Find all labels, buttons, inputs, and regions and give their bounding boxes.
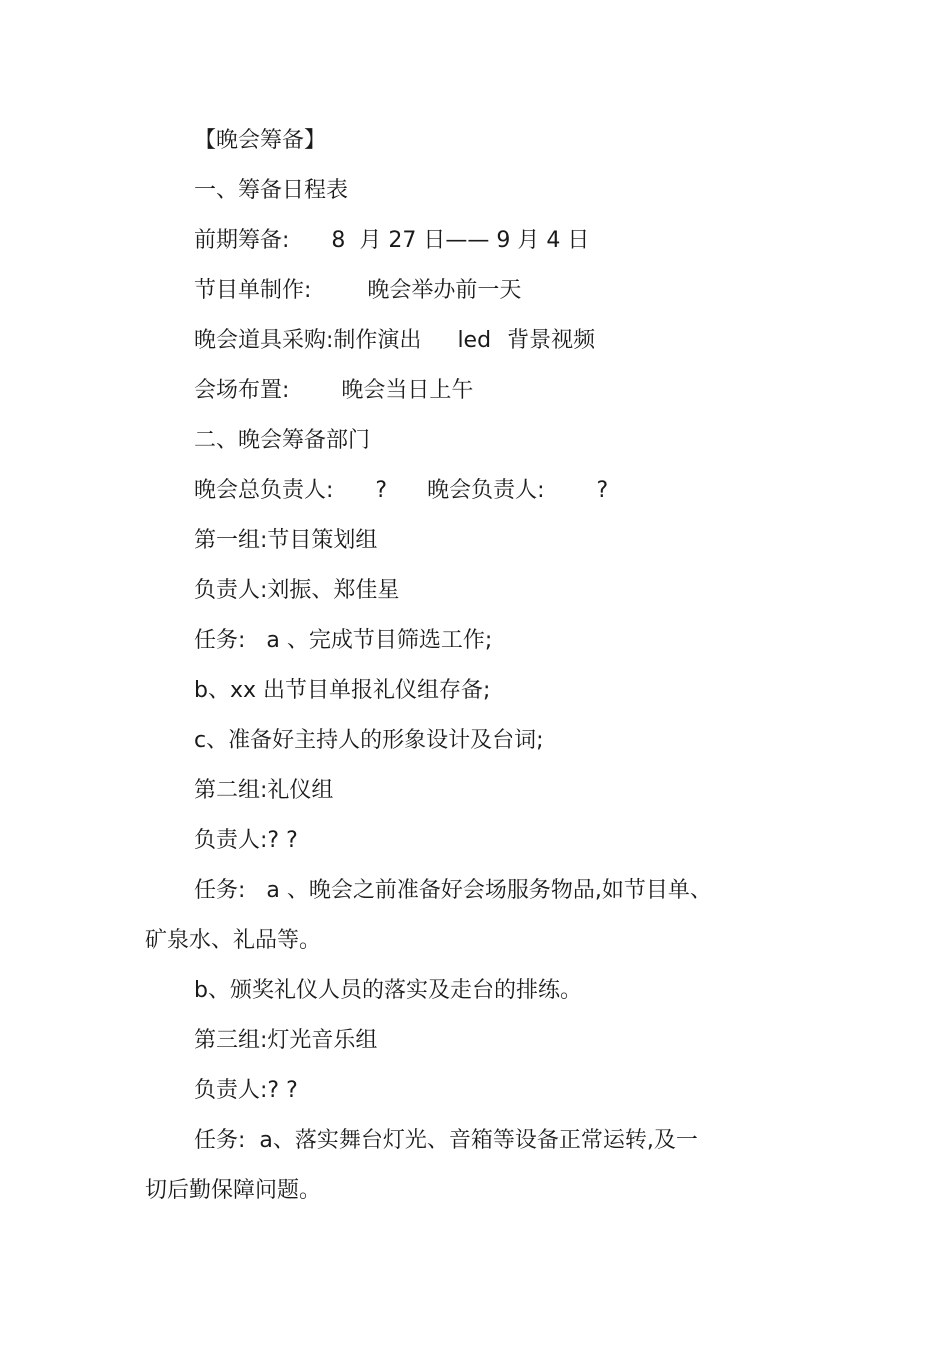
prep-value: 8 月 27 日—— 9 月 4 日 [331, 228, 590, 253]
prep-label: 前期筹备: [194, 228, 290, 253]
leaders-row [194, 476, 608, 506]
group3-title: 第三组:灯光音乐组 [194, 1028, 378, 1053]
section-heading-departments: 二、晚会筹备部门 [194, 428, 371, 453]
group2-task-b: b、颁奖礼仪人员的落实及走台的排练。 [194, 978, 582, 1003]
group1-task-c: c、准备好主持人的形象设计及台词; [194, 728, 544, 753]
chief-label: 晚会总负责人: [194, 478, 334, 503]
venue-value: 晚会当日上午 [341, 378, 474, 403]
props-label: 晚会道具采购: [194, 328, 334, 353]
schedule-props-row [194, 326, 595, 356]
venue-label: 会场布置: [194, 378, 290, 403]
schedule-venue-row [194, 376, 473, 406]
group3-task-a-line1: 任务: a、落实舞台灯光、音箱等设备正常运转,及一 [194, 1128, 698, 1153]
props-value-a: 制作演出 [333, 328, 422, 353]
lead-value: ? [596, 478, 609, 503]
section-heading-schedule: 一、筹备日程表 [194, 178, 349, 203]
group2-title: 第二组:礼仪组 [194, 778, 334, 803]
group3-task-a-line2: 切后勤保障问题。 [145, 1178, 322, 1203]
props-value-c: 背景视频 [507, 328, 596, 353]
group1-task-a: 任务: a 、完成节目筛选工作; [194, 628, 493, 653]
program-value: 晚会举办前一天 [367, 278, 522, 303]
group1-title: 第一组:节目策划组 [194, 528, 378, 553]
schedule-prep-row [194, 226, 589, 256]
schedule-program-row [194, 276, 521, 306]
document-title: 【晚会筹备】 [194, 128, 327, 153]
group2-task-a-line1: 任务: a 、晚会之前准备好会场服务物品,如节目单、 [194, 878, 712, 903]
props-value-b: led [457, 328, 492, 353]
lead-label: 晚会负责人: [427, 478, 545, 503]
group1-task-b: b、xx 出节目单报礼仪组存备; [194, 678, 491, 703]
group2-head: 负责人:? ? [194, 828, 298, 853]
group1-head: 负责人:刘振、郑佳星 [194, 578, 400, 603]
group2-task-a-line2: 矿泉水、礼品等。 [145, 928, 322, 953]
group3-head: 负责人:? ? [194, 1078, 298, 1103]
chief-value: ? [375, 478, 388, 503]
program-label: 节目单制作: [194, 278, 312, 303]
